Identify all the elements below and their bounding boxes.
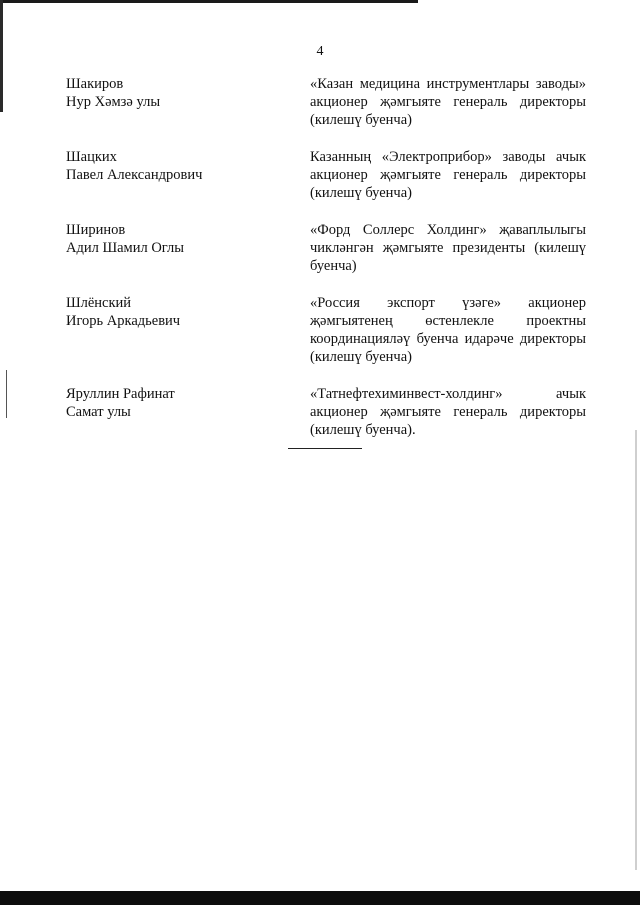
scan-left-mark — [6, 370, 7, 418]
member-given-names: Игорь Аркадьевич — [66, 313, 181, 329]
member-name — [66, 221, 266, 275]
member-name — [66, 385, 266, 439]
list-item — [66, 75, 586, 129]
member-surname: Шлёнский — [66, 295, 132, 311]
member-name — [66, 75, 266, 129]
member-name — [66, 148, 266, 202]
member-given-names: Павел Александрович — [66, 167, 203, 183]
member-position: «Татнефтехиминвест-холдинг» ачык акционер җәмгыяте генераль директоры (килешү буенча). — [310, 386, 586, 438]
member-name — [66, 294, 266, 366]
list-item — [66, 148, 586, 202]
member-given-names: Самат улы — [66, 404, 131, 420]
end-of-list-rule — [288, 448, 362, 449]
list-item — [66, 221, 586, 275]
member-list — [66, 75, 586, 439]
member-given-names: Нур Хәмзә улы — [66, 94, 161, 110]
member-given-names: Адил Шамил Оглы — [66, 240, 184, 256]
member-position: «Казан медицина инструментлары заводы» акционер җәмгыяте генераль директоры (килешү буенча) — [310, 76, 586, 128]
member-surname: Шакиров — [66, 76, 124, 92]
member-surname: Ширинов — [66, 222, 126, 238]
member-position: «Россия экспорт үзәге» акционер җәмгыятенең өстенлекле проектны координацияләү буенча идарәче директоры (килешү буенча) — [310, 295, 586, 365]
member-position: «Форд Соллерс Холдинг» җаваплылыгы чикләнгән җәмгыяте президенты (килешү буенча) — [310, 222, 586, 274]
member-surname: Яруллин Рафинат — [66, 386, 175, 402]
scan-bottom-border — [0, 891, 640, 905]
member-surname: Шацких — [66, 149, 117, 165]
member-position: Казанның «Электроприбор» заводы ачык акционер җәмгыяте генераль директоры (килешү буенча) — [310, 149, 586, 201]
scan-top-border — [0, 0, 418, 3]
list-item — [66, 294, 586, 366]
scan-right-edge — [635, 430, 637, 870]
list-item — [66, 385, 586, 439]
page-number: 4 — [316, 44, 324, 59]
